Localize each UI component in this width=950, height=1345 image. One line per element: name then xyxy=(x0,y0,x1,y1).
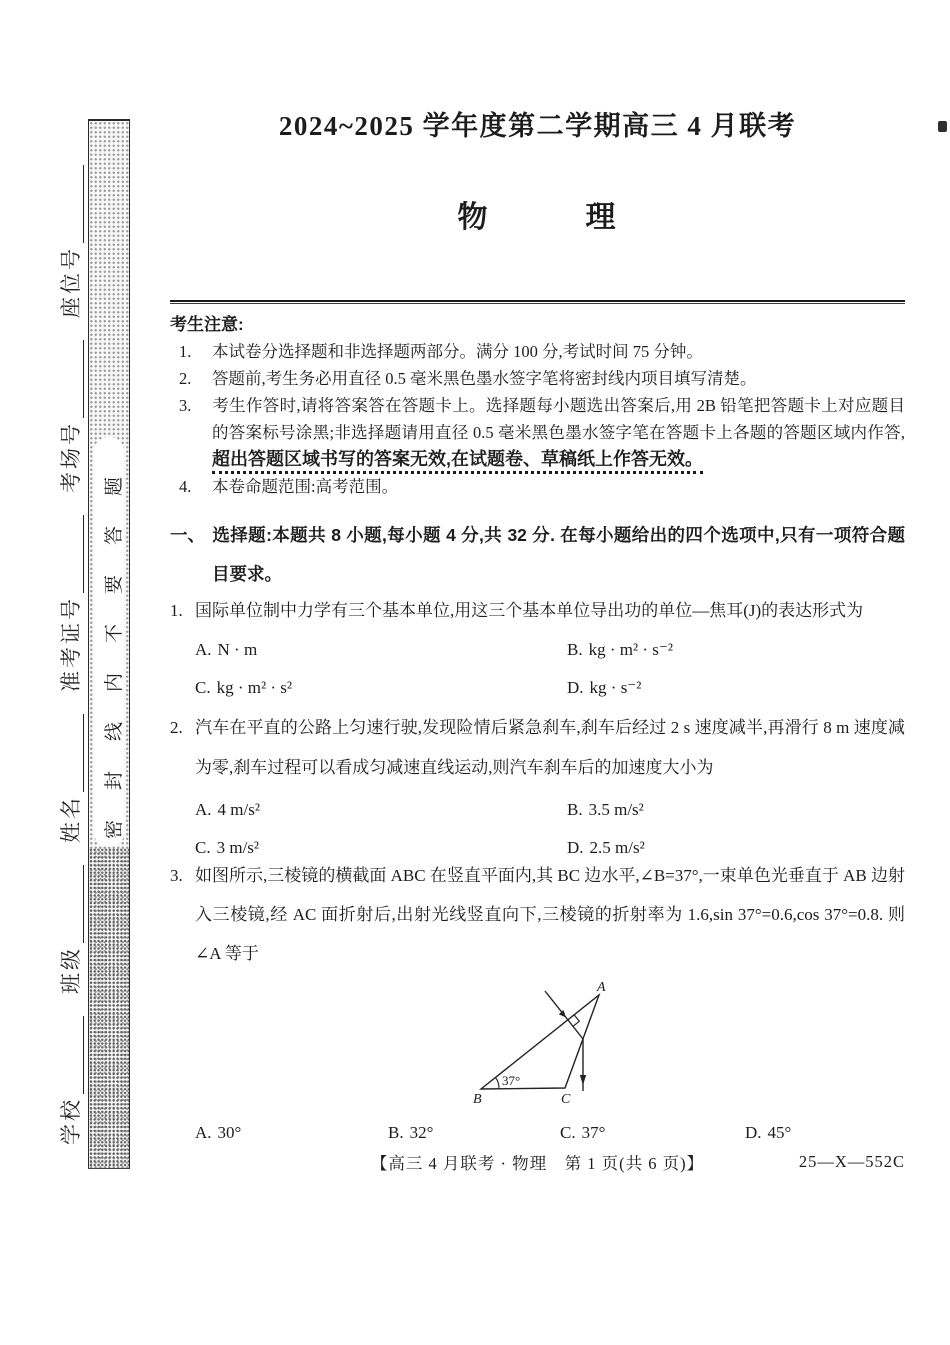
option-value: N · m xyxy=(217,640,258,659)
seal-field-school-label: 学校 xyxy=(59,1097,83,1145)
vertex-a-label: A xyxy=(597,980,606,995)
question-3-num: 3. xyxy=(170,866,183,885)
option-label: A. xyxy=(195,640,212,659)
question-1-option-c xyxy=(195,676,567,699)
footer-page-info: 【高三 4 月联考 · 物理 第 1 页(共 6 页)】 xyxy=(370,1154,705,1173)
option-value: kg · s⁻² xyxy=(589,678,642,697)
seal-field-seat-number-line xyxy=(64,165,84,243)
question-3-option-c xyxy=(560,1121,745,1144)
question-3-text: 如图所示,三棱镜的横截面 ABC 在竖直平面内,其 BC 边水平,∠B=37°,一束单色光垂直于 AB 边射入三棱镜,经 AC 面折射后,出射光线竖直向下,三棱镜的折射率为 1.6,sin 37°=0.6,cos 37°=0.8. 则∠A 等于 xyxy=(195,866,905,963)
option-value: kg · m² · s⁻² xyxy=(588,640,673,659)
angle-value-label: 37° xyxy=(502,1073,521,1088)
notice-item-2-num: 2. xyxy=(179,369,192,388)
option-value: 45° xyxy=(767,1123,792,1142)
prism-figure xyxy=(428,979,663,1111)
notice-item-3 xyxy=(170,392,905,473)
vertex-c-label: C xyxy=(561,1092,571,1107)
question-1-text: 国际单位制中力学有三个基本单位,用这三个基本单位导出功的单位—焦耳(J)的表达形式为 xyxy=(195,601,864,620)
option-value: 2.5 m/s² xyxy=(589,838,645,857)
notice-item-3-num: 3. xyxy=(179,396,192,415)
seal-field-class-line xyxy=(64,865,84,943)
notice-item-2 xyxy=(170,365,905,392)
question-1-option-d xyxy=(567,676,905,699)
notice-item-1-num: 1. xyxy=(179,342,192,361)
question-2-options xyxy=(170,798,905,859)
seal-field-admission-number xyxy=(58,515,84,692)
option-label: D. xyxy=(567,838,584,857)
option-value: 32° xyxy=(409,1123,434,1142)
notice-item-1-text: 本试卷分选择题和非选择题两部分。满分 100 分,考试时间 75 分钟。 xyxy=(212,342,703,361)
option-value: 37° xyxy=(581,1123,606,1142)
internal-ray xyxy=(568,1020,583,1039)
seal-field-admission-number-line xyxy=(64,515,84,593)
option-label: D. xyxy=(567,678,584,697)
question-3-option-a xyxy=(195,1121,388,1144)
seal-field-seat-number xyxy=(58,165,84,318)
notice-item-4 xyxy=(170,473,905,500)
question-3 xyxy=(170,856,905,1144)
notice-item-4-num: 4. xyxy=(179,477,192,496)
notice-item-4-text: 本卷命题范围:高考范围。 xyxy=(212,477,399,496)
notice-heading: 考生注意: xyxy=(170,315,244,334)
question-3-option-b xyxy=(388,1121,560,1144)
footer-paper-code: 25—X—552C xyxy=(798,1152,905,1171)
seal-field-exam-room-line xyxy=(64,340,84,418)
option-label: B. xyxy=(567,800,583,819)
option-value: 3 m/s² xyxy=(216,838,260,857)
seal-field-name-label: 姓名 xyxy=(59,795,83,843)
notice-block xyxy=(170,312,905,500)
question-2-option-b xyxy=(567,798,905,821)
question-1-option-a xyxy=(195,638,567,661)
question-1-num: 1. xyxy=(170,601,183,620)
option-value: 3.5 m/s² xyxy=(588,800,644,819)
question-3-body xyxy=(170,856,905,973)
header-double-rule xyxy=(170,300,905,304)
seal-band-text xyxy=(99,0,127,1345)
right-angle-mark xyxy=(573,1015,579,1026)
question-2-num: 2. xyxy=(170,718,183,737)
option-label: A. xyxy=(195,800,212,819)
notice-item-3-emphasis: 超出答题区域书写的答案无效,在试题卷、草稿纸上作答无效。 xyxy=(212,449,703,474)
option-value: 4 m/s² xyxy=(217,800,260,819)
seal-field-class xyxy=(58,865,84,994)
option-label: C. xyxy=(560,1123,576,1142)
option-label: B. xyxy=(388,1123,404,1142)
notice-item-2-text: 答题前,考生务必用直径 0.5 毫米黑色墨水签字笔将密封线内项目填写清楚。 xyxy=(212,369,757,388)
question-3-option-d xyxy=(745,1121,905,1144)
prism-figure-svg xyxy=(428,979,663,1111)
exit-ray-arrowhead xyxy=(580,1075,586,1085)
prism-triangle xyxy=(481,995,599,1089)
main-content xyxy=(170,0,905,1345)
notice-item-3-text: 考生作答时,请将答案答在答题卡上。选择题每小题选出答案后,用 2B 铅笔把答题卡上对应题目的答案标号涂黑;非选择题请用直径 0.5 毫米黑色墨水签字笔在答题卡上各题的答题区域内作答, xyxy=(212,396,905,442)
option-label: A. xyxy=(195,1123,212,1142)
exam-subject: 物 理 xyxy=(457,201,618,234)
seal-fields xyxy=(52,0,84,1345)
seal-field-seat-number-label: 座位号 xyxy=(59,246,83,318)
question-2-option-a xyxy=(195,798,567,821)
question-2-body xyxy=(170,708,905,788)
question-3-options xyxy=(170,1121,905,1144)
notice-item-1 xyxy=(170,338,905,365)
section-heading xyxy=(170,516,905,594)
section-heading-num: 一、 xyxy=(170,525,205,545)
incident-ray-arrowhead xyxy=(559,1010,566,1018)
exam-title: 2024~2025 学年度第二学期高三 4 月联考 xyxy=(278,111,797,141)
option-label: C. xyxy=(195,678,211,697)
question-1-options xyxy=(170,638,905,699)
question-2 xyxy=(170,708,905,859)
seal-field-exam-room xyxy=(58,340,84,493)
seal-field-admission-number-label: 准考证号 xyxy=(59,596,83,692)
seal-field-name xyxy=(58,714,84,843)
option-label: C. xyxy=(195,838,211,857)
question-2-text: 汽车在平直的公路上匀速行驶,发现险情后紧急刹车,刹车后经过 2 s 速度减半,再滑行 8 m 速度减为零,刹车过程可以看成匀减速直线运动,则汽车刹车后的加速度大小为 xyxy=(195,718,905,777)
scan-artifact-speck xyxy=(938,121,947,132)
angle-arc xyxy=(496,1078,500,1089)
option-label: D. xyxy=(745,1123,762,1142)
seal-field-exam-room-label: 考场号 xyxy=(59,421,83,493)
seal-band-text-label: 密封线内不要答题 xyxy=(104,446,125,839)
page-footer xyxy=(170,1150,905,1174)
question-1-body xyxy=(170,598,905,624)
seal-field-name-line xyxy=(64,714,84,792)
option-value: kg · m² · s² xyxy=(216,678,292,697)
seal-field-school-line xyxy=(64,1016,84,1094)
seal-field-class-label: 班级 xyxy=(59,946,83,994)
seal-field-school xyxy=(58,1016,84,1145)
option-value: 30° xyxy=(217,1123,242,1142)
question-1-option-b xyxy=(567,638,905,661)
vertex-b-label: B xyxy=(473,1092,482,1107)
section-heading-text: 选择题:本题共 8 小题,每小题 4 分,共 32 分. 在每小题给出的四个选项中,只有一项符合题目要求。 xyxy=(212,525,905,584)
option-label: B. xyxy=(567,640,583,659)
question-1 xyxy=(170,598,905,699)
